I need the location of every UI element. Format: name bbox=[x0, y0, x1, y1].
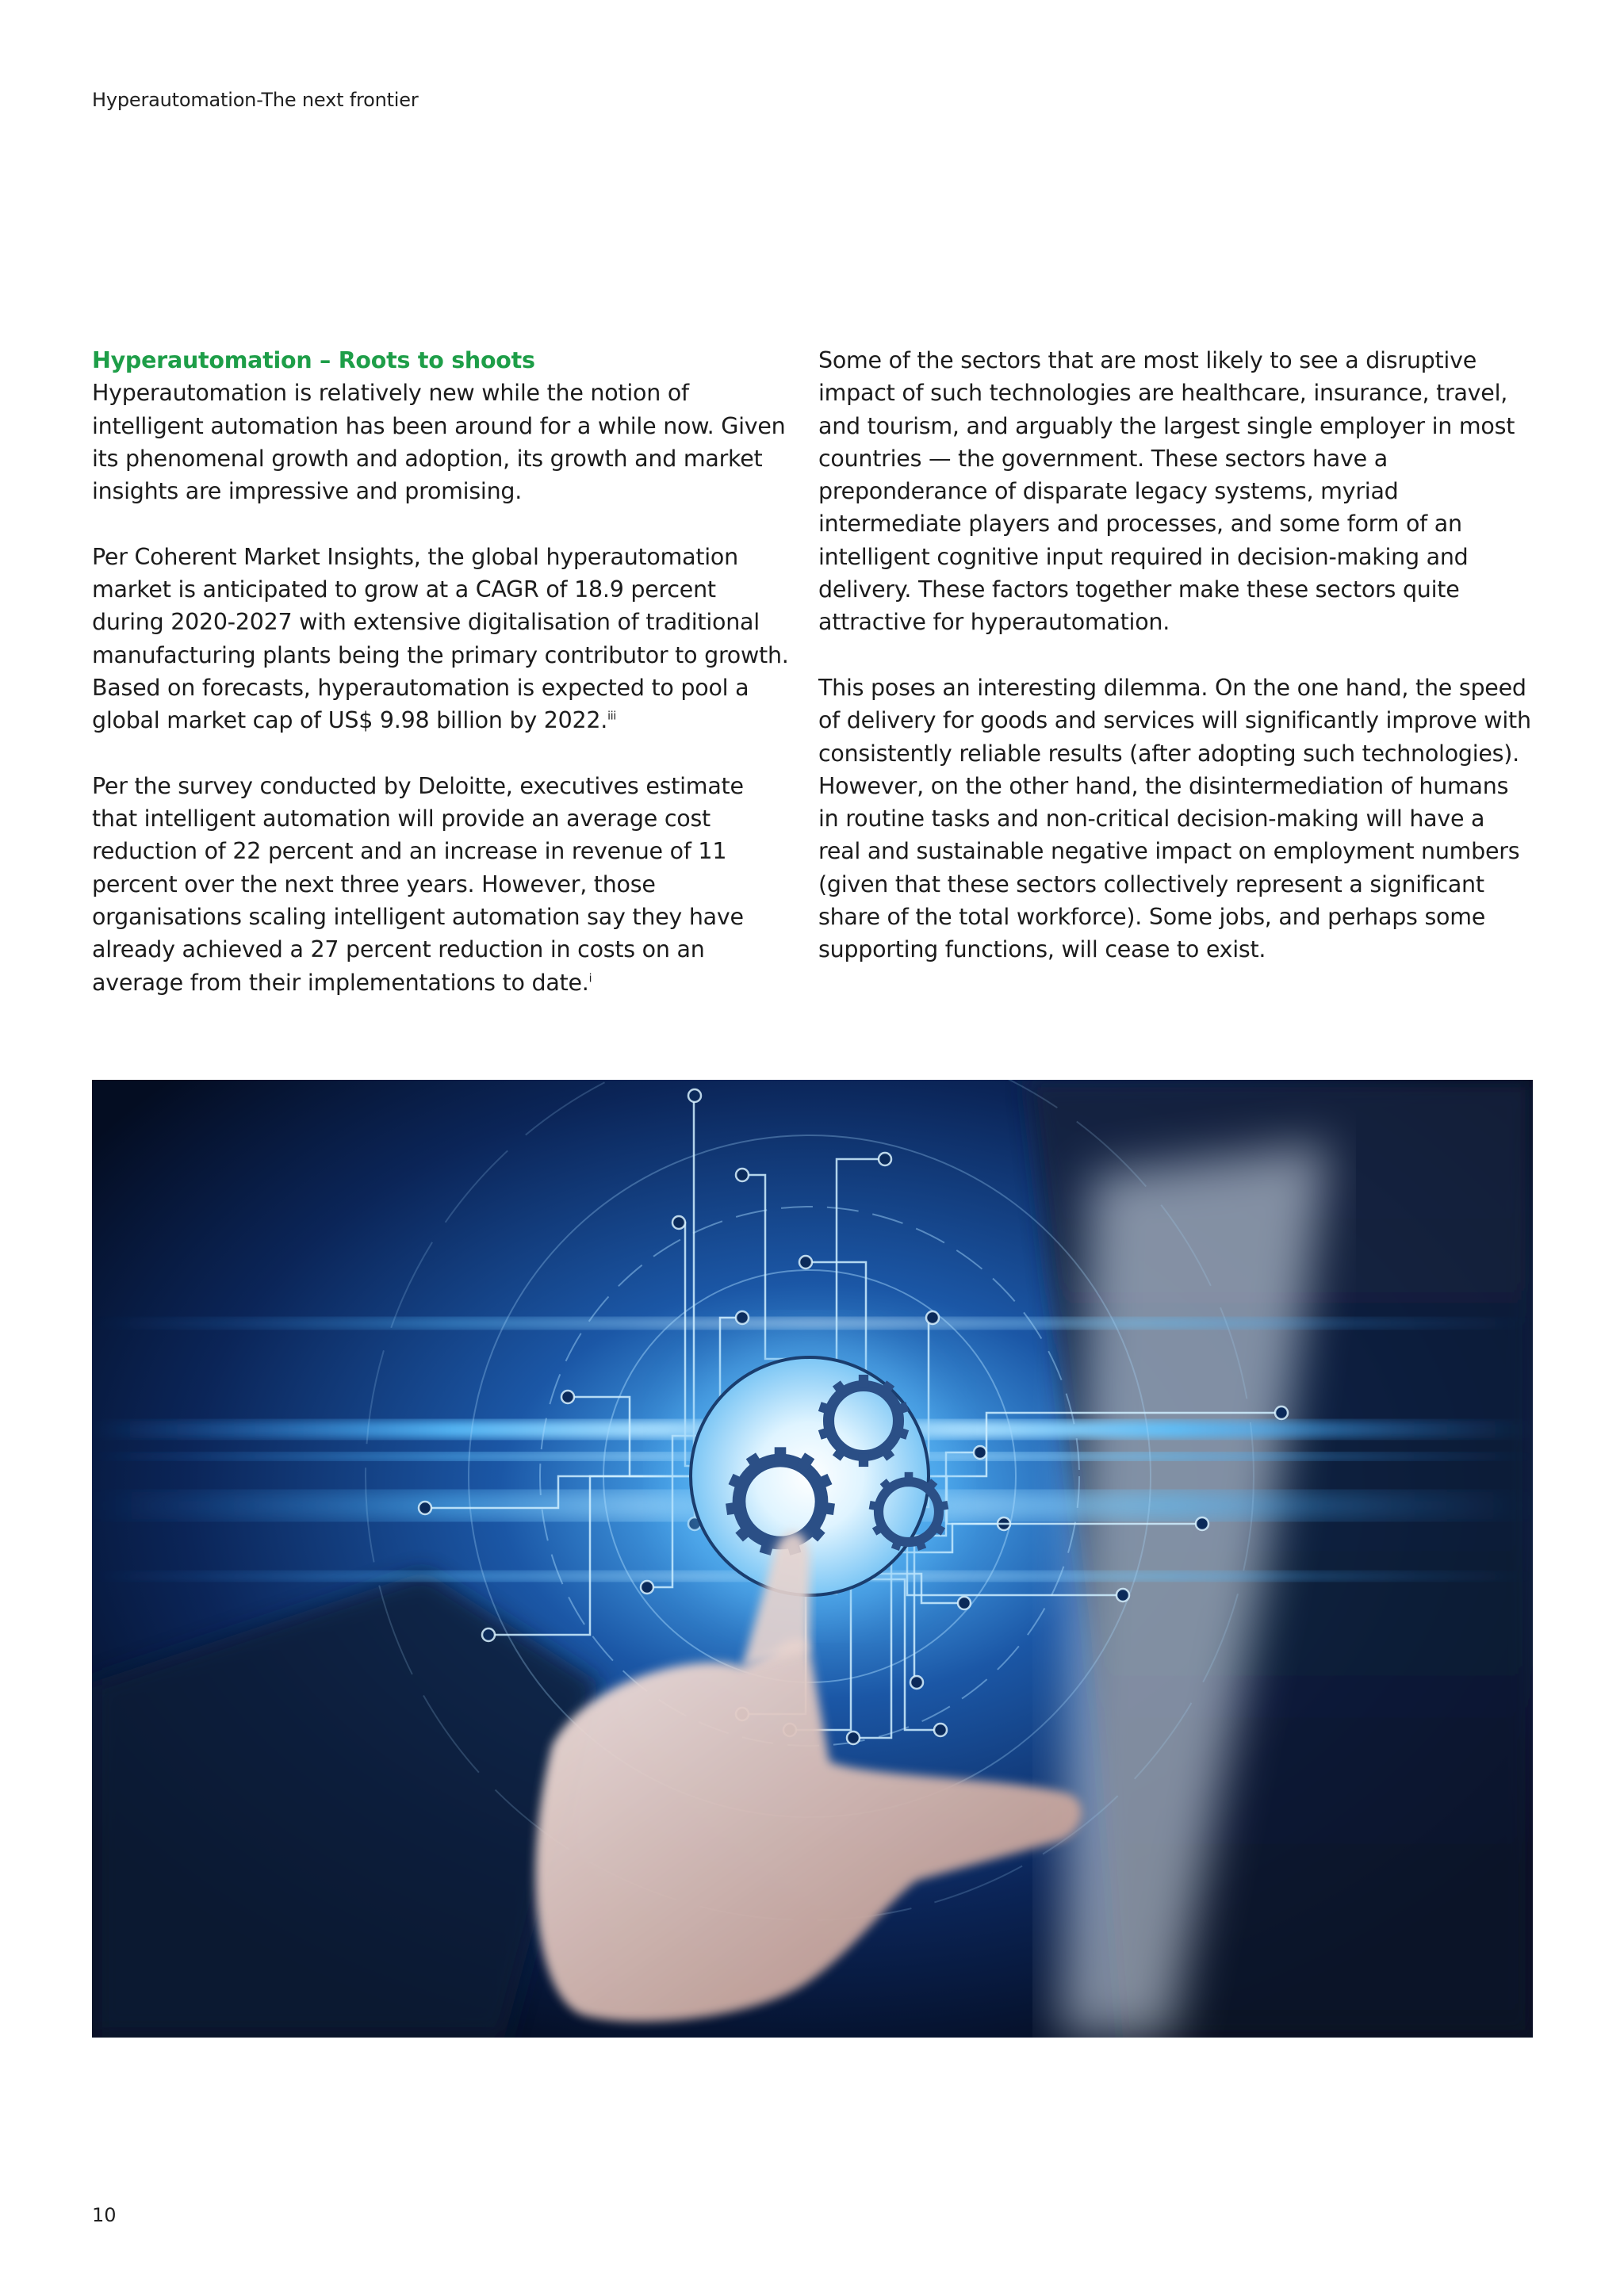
circuit-node bbox=[641, 1581, 653, 1594]
intro-text: Hyperautomation is relatively new while the notion of intelligent automation has been around for a while now. Given its phenomenal growth and adoption, its growth and market insights are impressive and promising. bbox=[92, 380, 786, 505]
circuit-node bbox=[1275, 1406, 1288, 1419]
circuit-node bbox=[926, 1311, 939, 1324]
circuit-node bbox=[910, 1676, 923, 1689]
survey-paragraph bbox=[92, 770, 795, 999]
circuit-node bbox=[561, 1391, 574, 1403]
running-header: Hyperautomation-The next frontier bbox=[92, 89, 419, 111]
circuit-node bbox=[482, 1628, 495, 1641]
body-columns bbox=[92, 344, 1532, 999]
circuit-node bbox=[736, 1169, 749, 1181]
circuit-node bbox=[799, 1256, 812, 1269]
circuit-node bbox=[1196, 1517, 1208, 1530]
dilemma-paragraph: This poses an interesting dilemma. On the one hand, the speed of delivery for goods and services will significantly improve with consistently reliable results (after adopting such technologies). However, on the other hand, the disintermediation of humans in routine tasks and non-critical decision-making will have a real and sustainable negative impact on employment numbers (given that these sectors collectively represent a significant share of the total workforce). Some jobs, and perhaps some supporting functions, will cease to exist. bbox=[818, 674, 1531, 963]
circuit-node bbox=[688, 1089, 701, 1102]
market-text: Per Coherent Market Insights, the global hyperautomation market is anticipated to grow at a CAGR of 18.9 percent during 2020-2027 with extensive digitalisation of traditional manufacturing plants being the primary contributor to growth. Based on forecasts, hyperautomation is expected to pool a global market cap of US$ 9.98 billion by 2022. bbox=[92, 543, 789, 734]
footnote-ref[interactable]: i bbox=[588, 972, 592, 985]
circuit-node bbox=[958, 1597, 971, 1609]
survey-text: Per the survey conducted by Deloitte, executives estimate that intelligent automation will provide an average cost reduction of 22 percent and an increase in revenue of 11 percent over the next three years. However, those organisations scaling intelligent automation say they have already achieved a 27 percent reduction in costs on an average from their implementations to date. bbox=[92, 772, 744, 996]
footnote-ref[interactable]: iii bbox=[607, 710, 617, 723]
circuit-node bbox=[736, 1311, 749, 1324]
circuit-node bbox=[419, 1502, 431, 1514]
sectors-paragraph: Some of the sectors that are most likely to see a disruptive impact of such technologies are healthcare, insurance, travel, and tourism, and arguably the largest single employer in most countries — the government. These sectors have a preponderance of disparate legacy systems, myriad intermediate players and processes, and some form of an intelligent cognitive input required in decision-making and delivery. These factors together make these sectors quite attractive for hyperautomation. bbox=[818, 347, 1515, 636]
circuit-node bbox=[934, 1724, 947, 1736]
market-paragraph bbox=[92, 541, 795, 737]
circuit-node bbox=[1116, 1589, 1129, 1601]
hero-image bbox=[92, 1080, 1533, 2038]
circuit-node bbox=[879, 1153, 891, 1165]
left-column bbox=[92, 344, 795, 999]
right-column bbox=[818, 344, 1532, 999]
circuit-node bbox=[672, 1216, 685, 1229]
intro-paragraph bbox=[92, 344, 795, 507]
circuit-node bbox=[974, 1446, 986, 1459]
page-number: 10 bbox=[92, 2204, 117, 2226]
circuit-node bbox=[847, 1732, 860, 1744]
section-heading: Hyperautomation – Roots to shoots bbox=[92, 347, 535, 373]
